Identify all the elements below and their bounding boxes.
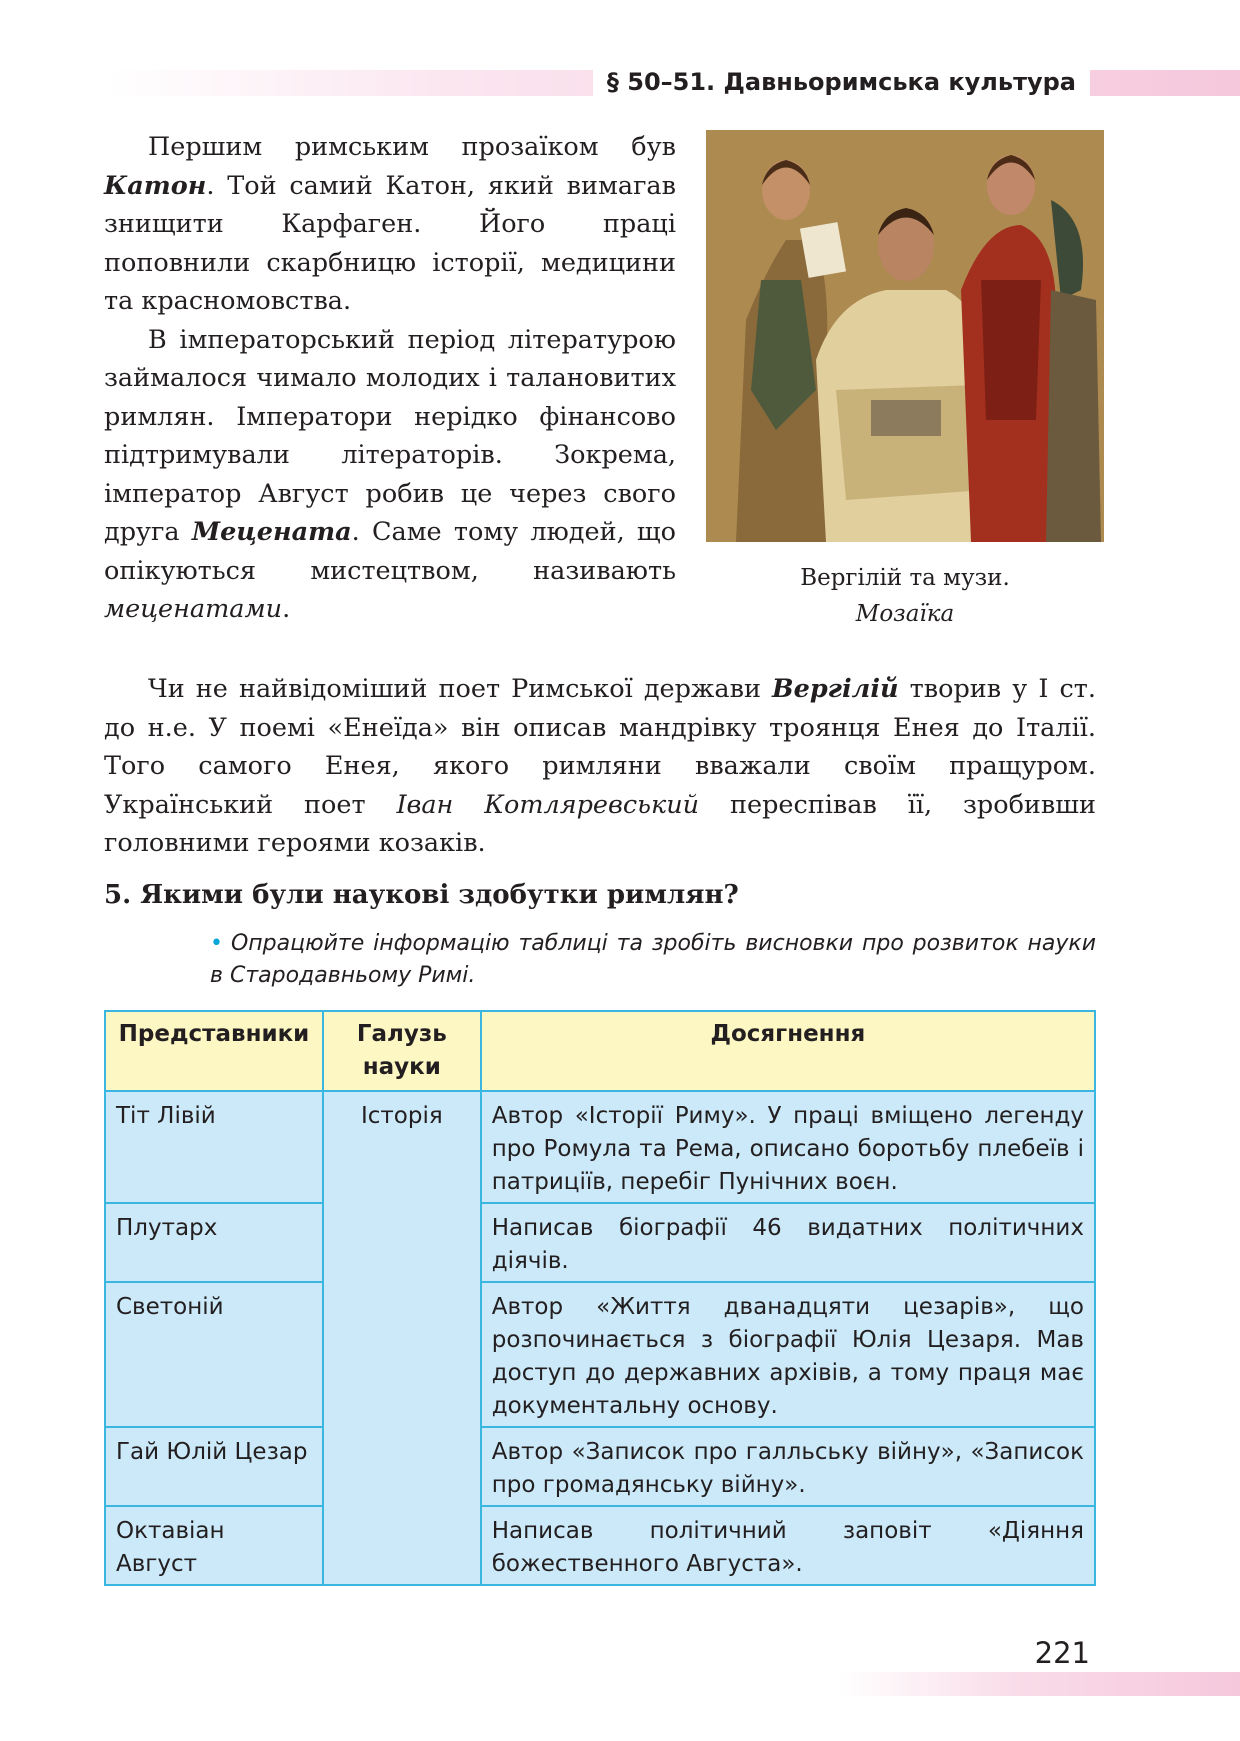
page-number: 221 — [1034, 1636, 1090, 1670]
term-cato: Катон — [104, 170, 207, 201]
term-patrons: меценатами — [104, 594, 283, 624]
cell-achievement: Автор «Життя дванадцяти цезарів», що розпочинається з біографії Юлія Цезаря. Мав доступ до державних архівів, а тому праця має документальну основу. — [481, 1282, 1095, 1427]
text-span: Першим римським прозаїком — [148, 132, 599, 162]
task-text: Опрацюйте інформацію таблиці та зробіть висновки про розвиток науки в Стародавньому Римі. — [210, 931, 1096, 988]
figure-caption — [706, 560, 1104, 632]
cell-person: Октавіан Август — [105, 1506, 323, 1585]
cell-person: Светоній — [105, 1282, 323, 1427]
caption-title: Вергілій та музи. — [800, 565, 1010, 591]
header-achievements: Досягнення — [481, 1011, 1095, 1091]
cell-person: Тіт Лівій — [105, 1091, 323, 1203]
cell-person: Гай Юлій Цезар — [105, 1427, 323, 1506]
science-table — [104, 1010, 1096, 1586]
cell-field: Історія — [323, 1091, 481, 1585]
term-maecenas: Мецената — [191, 517, 352, 547]
intro-text-column — [104, 128, 676, 629]
text-span: Чи не найвідоміший поет Римської держави — [148, 674, 773, 704]
text-span: . — [282, 594, 291, 624]
table-row — [105, 1282, 1095, 1427]
paragraph-maecenas — [104, 321, 676, 629]
task-instruction — [210, 928, 1096, 992]
cell-achievement: Автор «Історії Риму». У праці вміщено легенду про Ромула та Рема, описано боротьбу плебеїв і патриціїв, перебіг Пунічних воєн. — [481, 1091, 1095, 1203]
paragraph-cato — [104, 128, 676, 321]
caption-subtitle: Мозаїка — [855, 601, 955, 627]
cell-achievement: Написав політичний заповіт «Діяння божественного Августа». — [481, 1506, 1095, 1585]
cell-achievement: Написав біографії 46 видатних політичних діячів. — [481, 1203, 1095, 1282]
text-span: був — [631, 132, 676, 162]
table-row — [105, 1506, 1095, 1585]
table-row — [105, 1203, 1095, 1282]
header-representatives: Представники — [105, 1011, 323, 1091]
virgil-text — [104, 670, 1096, 863]
text-span: . Саме тому людей, що опікуються мистецтвом, називають — [104, 517, 676, 586]
term-virgil: Вергілій — [772, 674, 899, 704]
term-kotliarevsky: Іван Котляревський — [396, 789, 700, 820]
footer-band — [840, 1672, 1240, 1696]
text-span: переспівав її, зробивши головними героями козаків. — [104, 789, 1096, 858]
bullet-icon: • — [210, 931, 223, 956]
table-header-row — [105, 1011, 1095, 1091]
cell-person: Плутарх — [105, 1203, 323, 1282]
running-header-title: § 50–51. Давньоримська культура — [593, 64, 1090, 98]
table-row — [105, 1091, 1095, 1203]
text-span: творив у І ст. до н.е. У поемі «Енеїда» він описав мандрівку троянця Енея до Італії. Того самого Енея, якого римляни вважали своїм пращуром. Український поет — [104, 674, 1096, 820]
header-field: Галузь науки — [323, 1011, 481, 1091]
section-heading: 5. Якими були наукові здобутки римлян? — [104, 880, 739, 910]
table-row — [105, 1427, 1095, 1506]
text-span: . Той самий Катон, який вимагав знищити Карфаген. Його праці поповнили скарбницю історії, медицини та красномовства. — [104, 170, 676, 316]
text-span: В імператорський період літературою займалося чимало молодих і талановитих римлян. Імператори нерідко фінансово підтримували літераторів. Зокрема, імператор Август робив це через свого друга — [104, 324, 676, 547]
cell-achievement: Автор «Записок про галльську війну», «Записок про громадянську війну». — [481, 1427, 1095, 1506]
mosaic-image — [706, 130, 1104, 542]
paragraph-virgil — [104, 670, 1096, 863]
